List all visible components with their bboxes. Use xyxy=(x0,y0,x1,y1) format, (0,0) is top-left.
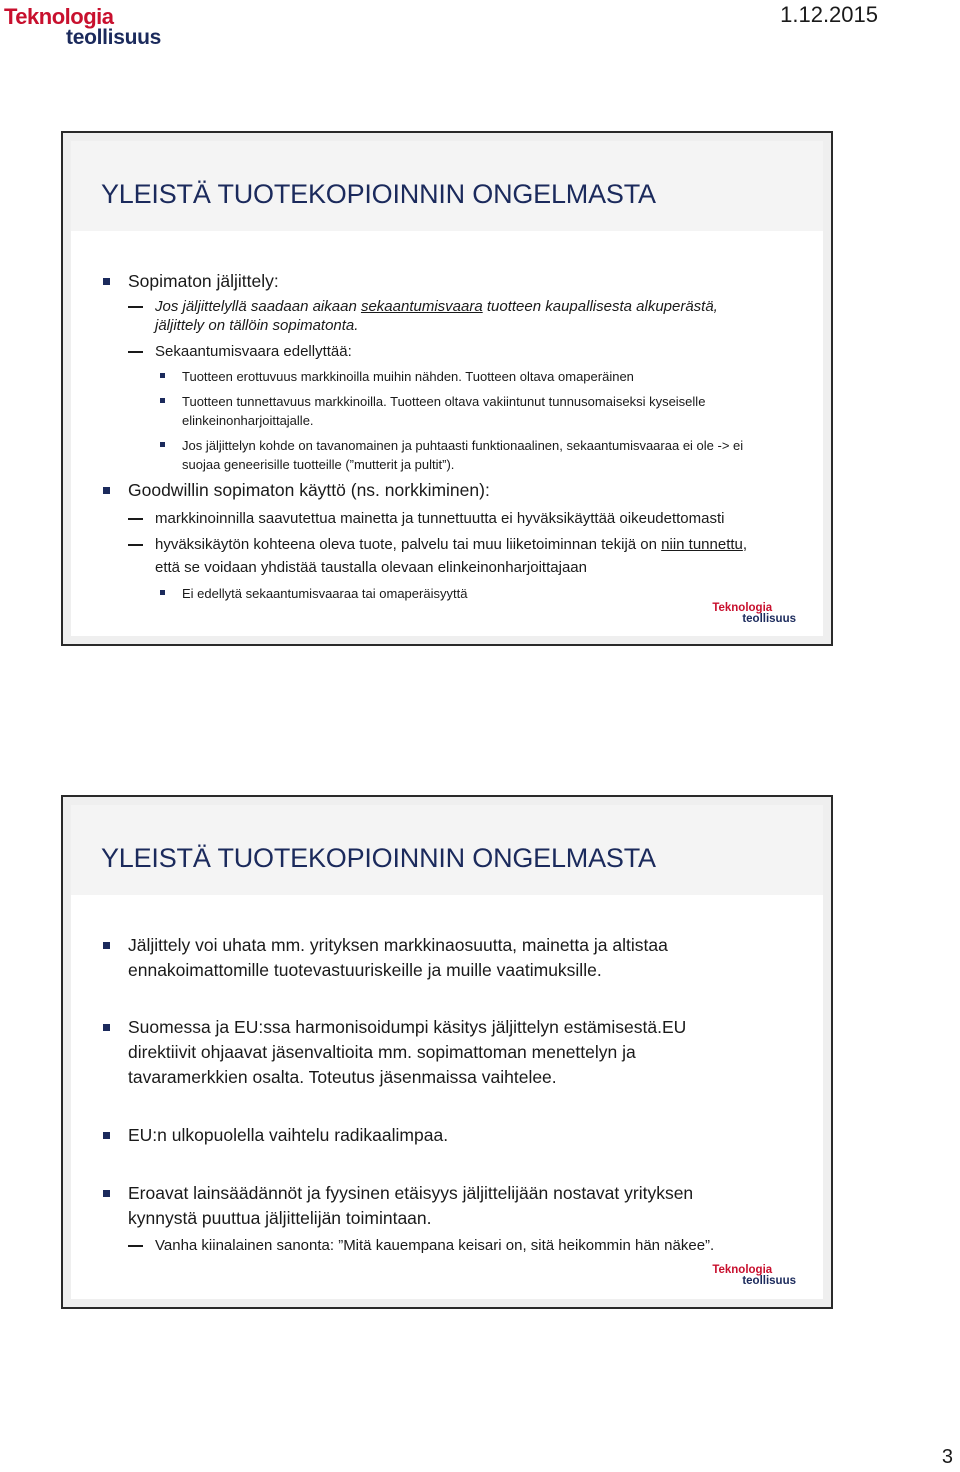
sub-text: elinkeinonharjoittajalle. xyxy=(182,413,314,428)
square-bullet-icon xyxy=(103,278,110,285)
bullet-lainsaadannot xyxy=(101,1181,803,1231)
logo-line-1: Teknologia xyxy=(712,1264,773,1276)
bullet-text: Eroavat lainsäädännöt ja fyysinen etäisyys jäljittelijään nostavat yrityksen xyxy=(128,1183,694,1203)
dash-item-sekaantumisvaara xyxy=(101,297,803,335)
slide-2-title-band xyxy=(71,805,823,895)
sub-item-tavanomainen xyxy=(101,436,803,474)
bullet-text: EU:n ulkopuolella vaihtelu radikaalimpaa. xyxy=(128,1125,449,1145)
square-bullet-icon xyxy=(103,1132,110,1139)
dash-bullet-icon xyxy=(128,351,143,353)
sub-item-erottuvuus xyxy=(101,367,803,386)
bullet-text: Goodwillin sopimaton käyttö (ns. norkkiminen): xyxy=(128,480,490,500)
bullet-text: ennakoimattomille tuotevastuuriskeille ja muille vaatimuksille. xyxy=(128,960,602,980)
bullet-goodwill xyxy=(101,478,803,502)
square-bullet-icon xyxy=(103,487,110,494)
sub-item-ei-edellyta xyxy=(101,584,803,603)
bullet-text: Sopimaton jäljittely: xyxy=(128,271,279,291)
square-bullet-icon xyxy=(160,590,165,595)
bullet-eu-ulkopuolella xyxy=(101,1123,803,1148)
text-part: , xyxy=(742,536,748,553)
bullet-text: kynnystä puuttua jäljittelijän toimintaan. xyxy=(128,1208,432,1228)
square-bullet-icon xyxy=(103,1190,110,1197)
dash-text: Vanha kiinalainen sanonta: ”Mitä kauempana keisari on, sitä heikommin hän näkee”. xyxy=(155,1237,715,1254)
bullet-text: direktiivit ohjaavat jäsenvaltioita mm. sopimattoman menettelyn ja xyxy=(128,1042,636,1062)
slide-1 xyxy=(61,131,833,646)
bullet-eu-harmonisointi xyxy=(101,1015,803,1090)
slide-2-logo xyxy=(712,1265,796,1287)
dash-bullet-icon xyxy=(128,518,143,520)
sub-text: Tuotteen erottuvuus markkinoilla muihin nähden. Tuotteen oltava omaperäinen xyxy=(182,369,634,384)
sub-text: Ei edellytä sekaantumisvaaraa tai omaperäisyyttä xyxy=(182,586,468,601)
slide-1-title-band xyxy=(71,141,823,231)
dash-text: Sekaantumisvaara edellyttää: xyxy=(155,343,352,360)
bullet-uhka xyxy=(101,933,803,983)
sub-text: Tuotteen tunnettavuus markkinoilla. Tuotteen oltava vakiintunut tunnusomaiseksi kyseiselle xyxy=(182,394,706,409)
header-date: 1.12.2015 xyxy=(780,2,878,27)
logo-line-2: teollisuus xyxy=(742,1274,796,1287)
text-part: tuotteen kaupallisesta alkuperästä, xyxy=(482,298,718,315)
dash-bullet-icon xyxy=(128,1245,143,1247)
dash-bullet-icon xyxy=(128,544,143,546)
dash-bullet-icon xyxy=(128,306,143,308)
text-part: Jos jäljittelyllä saadaan aikaan xyxy=(155,298,361,315)
square-bullet-icon xyxy=(103,942,110,949)
underlined-term: sekaantumisvaara xyxy=(360,298,483,315)
sub-text: suojaa geneerisille tuotteille (”mutterit ja pultit”). xyxy=(182,457,455,472)
slide-1-logo xyxy=(712,603,796,625)
bullet-text: tavaramerkkien osalta. Toteutus jäsenmaissa vaihtelee. xyxy=(128,1067,557,1087)
slide-1-body xyxy=(71,141,823,636)
logo-line-2: teollisuus xyxy=(742,612,796,625)
logo-line-1: Teknologia xyxy=(712,602,773,614)
sub-text: Jos jäljittelyn kohde on tavanomainen ja puhtaasti funktionaalinen, sekaantumisvaaraa ei ole -> ei xyxy=(182,438,744,453)
sub-item-tunnettavuus xyxy=(101,392,803,430)
text-part: jäljittely on tällöin sopimatonta. xyxy=(155,317,359,334)
page-number: 3 xyxy=(941,1446,953,1468)
dash-item-sanonta xyxy=(101,1236,803,1255)
slide-2-title: YLEISTÄ TUOTEKOPIOINNIN ONGELMASTA xyxy=(101,843,656,873)
bullet-text: Jäljittely voi uhata mm. yrityksen markkinaosuutta, mainetta ja altistaa xyxy=(128,935,668,955)
text-part: hyväksikäytön kohteena oleva tuote, palvelu tai muu liiketoiminnan tekijä on xyxy=(155,536,662,553)
dash-item-markkinoinnilla xyxy=(101,507,803,530)
logo-line-2: teollisuus xyxy=(66,26,162,49)
square-bullet-icon xyxy=(103,1024,110,1031)
dash-item-edellyttaa xyxy=(101,342,803,361)
square-bullet-icon xyxy=(160,373,165,378)
header-logo xyxy=(4,6,161,48)
dash-item-hyvaksikayton xyxy=(101,533,803,579)
dash-text: markkinoinnilla saavutettua mainetta ja tunnettuutta ei hyväksikäyttää oikeudettomasti xyxy=(155,510,725,527)
logo-line-1: Teknologia xyxy=(4,4,114,29)
underlined-term: niin tunnettu xyxy=(661,536,743,553)
slide-2 xyxy=(61,795,833,1309)
bullet-sopimaton-jaljittely xyxy=(101,269,803,293)
slide-2-body xyxy=(71,805,823,1299)
slide-2-content xyxy=(101,933,803,1255)
square-bullet-icon xyxy=(160,398,165,403)
slide-1-content xyxy=(101,269,803,603)
text-part: että se voidaan yhdistää taustalla olevaan elinkeinonharjoittajaan xyxy=(155,559,587,576)
slide-1-title: YLEISTÄ TUOTEKOPIOINNIN ONGELMASTA xyxy=(101,179,656,209)
bullet-text: Suomessa ja EU:ssa harmonisoidumpi käsitys jäljittelyn estämisestä.EU xyxy=(128,1017,687,1037)
square-bullet-icon xyxy=(160,442,165,447)
